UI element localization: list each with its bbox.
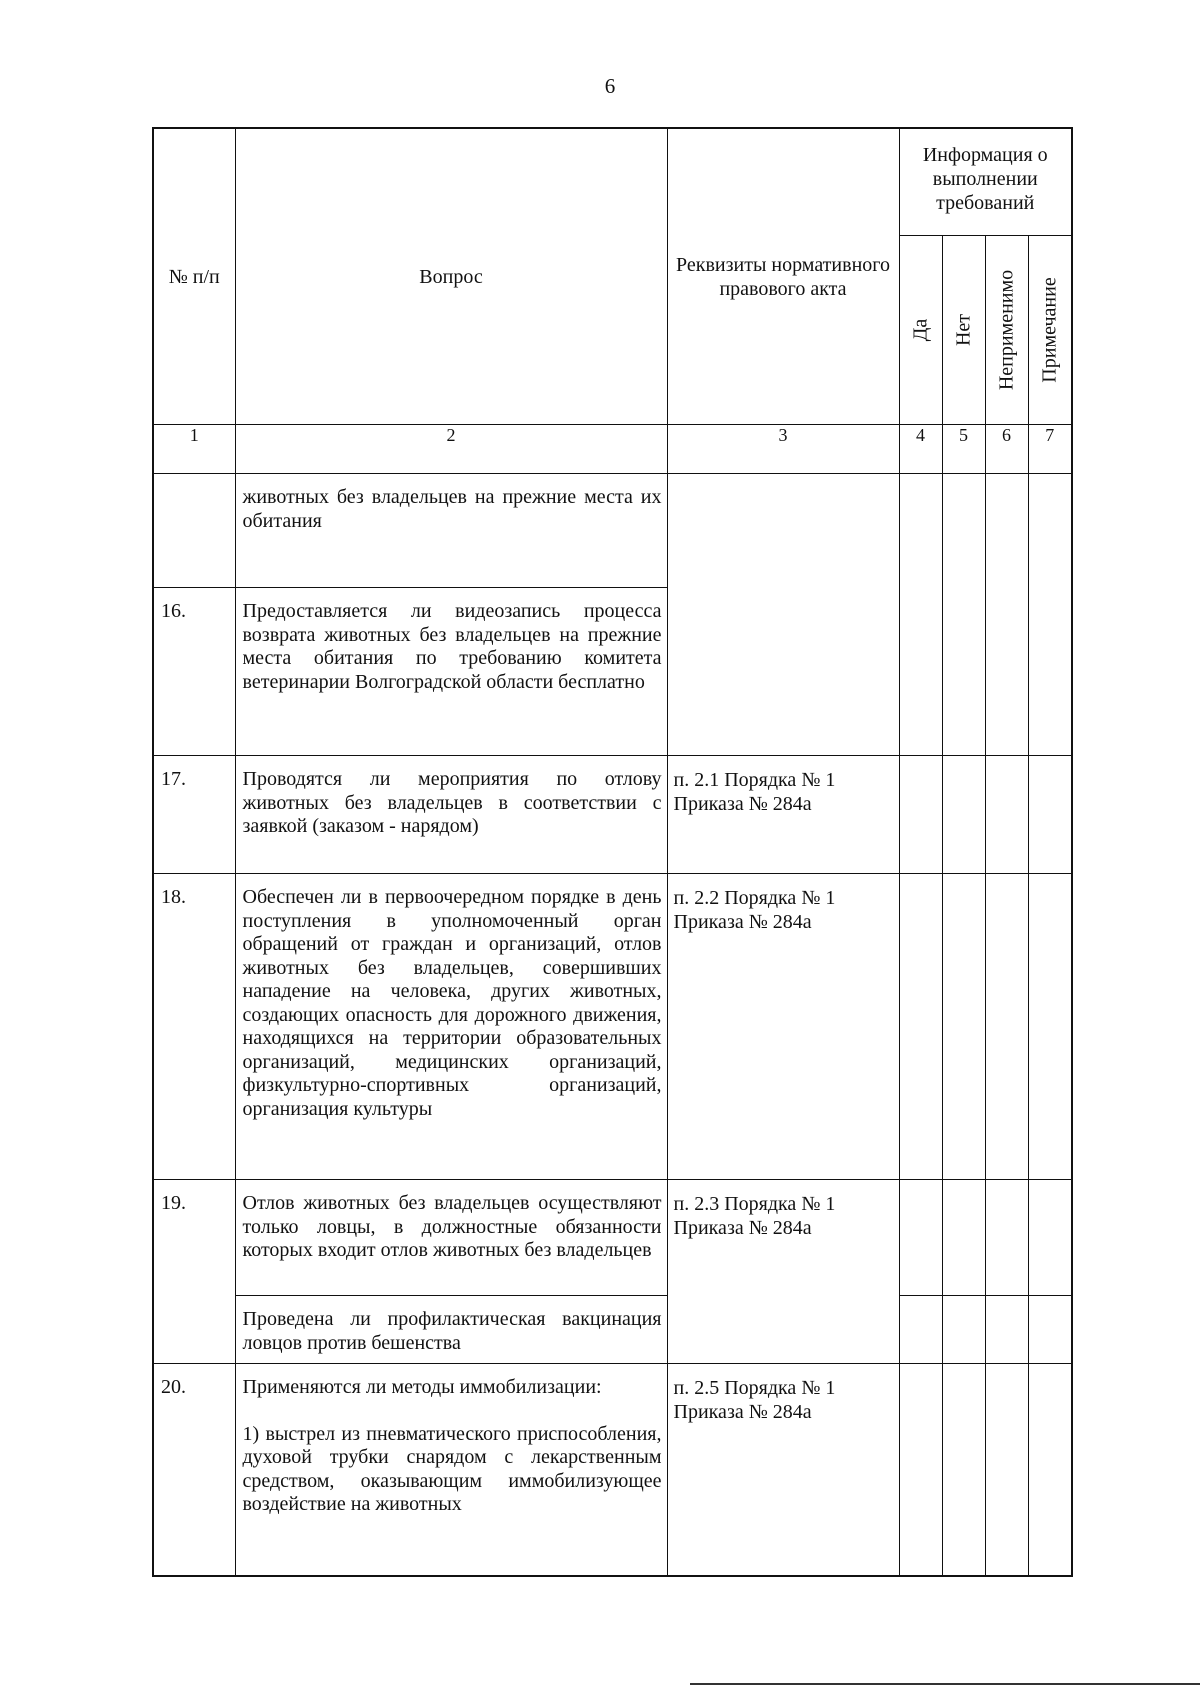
table-row	[153, 874, 1072, 1180]
header-yes-label: Да	[909, 318, 931, 342]
check-cell-na[interactable]	[985, 474, 1028, 756]
row-number: 18.	[153, 874, 235, 1180]
column-number: 4	[899, 425, 942, 474]
check-cell-yes[interactable]	[899, 874, 942, 1180]
row-question: животных без владельцев на прежние места их обитания	[235, 474, 667, 588]
row-question: Проводятся ли мероприятия по отлову животных без владельцев в соответствии с заявкой (заказом - нарядом)	[235, 756, 667, 874]
check-cell-na[interactable]	[985, 1296, 1028, 1364]
table-row	[153, 1364, 1072, 1576]
check-cell-yes[interactable]	[899, 756, 942, 874]
column-number: 2	[235, 425, 667, 474]
note-cell[interactable]	[1028, 1180, 1072, 1296]
column-number: 3	[667, 425, 899, 474]
note-cell[interactable]	[1028, 1296, 1072, 1364]
header-no-label: Нет	[952, 313, 974, 347]
row-number: 16.	[153, 588, 235, 756]
row-number	[153, 474, 235, 588]
check-cell-no[interactable]	[942, 756, 985, 874]
check-cell-na[interactable]	[985, 756, 1028, 874]
check-cell-yes[interactable]	[899, 1180, 942, 1296]
column-numbers-row	[153, 425, 1072, 474]
row-number: 19.	[153, 1180, 235, 1364]
header-info: Информация о выполнении требований	[899, 128, 1072, 236]
row-requisite: п. 2.5 Порядка № 1 Приказа № 284а	[667, 1364, 899, 1576]
row-number: 17.	[153, 756, 235, 874]
row-question: Отлов животных без владельцев осуществляют только ловцы, в должностные обязанности которых входит отлов животных без владельцев	[235, 1180, 667, 1296]
header-question: Вопрос	[235, 128, 667, 425]
table-row	[153, 1180, 1072, 1296]
column-number: 1	[153, 425, 235, 474]
note-cell[interactable]	[1028, 1364, 1072, 1576]
scan-edge-line	[690, 1683, 1200, 1685]
header-requisites: Реквизиты нормативного правового акта	[667, 128, 899, 425]
checklist-table	[152, 127, 1073, 1577]
header-row	[153, 128, 1072, 236]
header-num: № п/п	[153, 128, 235, 425]
check-cell-na[interactable]	[985, 1180, 1028, 1296]
header-na	[985, 236, 1028, 425]
row-requisite	[667, 474, 899, 756]
row-question-item: 1) выстрел из пневматического приспособления, духовой трубки снарядом с лекарственным средством, оказывающим иммобилизующее воздействие на животных	[242, 1422, 662, 1515]
row-question: Применяются ли методы иммобилизации:	[242, 1376, 602, 1398]
header-no	[942, 236, 985, 425]
table-row	[153, 756, 1072, 874]
column-number: 7	[1028, 425, 1072, 474]
check-cell-yes[interactable]	[899, 474, 942, 756]
row-requisite: п. 2.2 Порядка № 1 Приказа № 284а	[667, 874, 899, 1180]
row-question: Проведена ли профилактическая вакцинация ловцов против бешенства	[235, 1296, 667, 1364]
row-question: Обеспечен ли в первоочередном порядке в день поступления в уполномоченный орган обращений от граждан и организаций, отлов животных без владельцев, совершивших нападение на человека, других животных, создающих опасность для дорожного движения, находящихся на территории образовательных организаций, медицинских организаций, физкультурно-спортивных организаций, организация культуры	[235, 874, 667, 1180]
page-number: 6	[604, 74, 616, 98]
row-requisite: п. 2.1 Порядка № 1 Приказа № 284а	[667, 756, 899, 874]
check-cell-no[interactable]	[942, 1296, 985, 1364]
check-cell-no[interactable]	[942, 1180, 985, 1296]
check-cell-yes[interactable]	[899, 1296, 942, 1364]
header-note	[1028, 236, 1072, 425]
check-cell-na[interactable]	[985, 1364, 1028, 1576]
check-cell-no[interactable]	[942, 1364, 985, 1576]
check-cell-na[interactable]	[985, 874, 1028, 1180]
column-number: 5	[942, 425, 985, 474]
row-question: Предоставляется ли видеозапись процесса возврата животных без владельцев на прежние места обитания по требованию комитета ветеринарии Волгоградской области бесплатно	[235, 588, 667, 756]
note-cell[interactable]	[1028, 756, 1072, 874]
header-note-label: Примечание	[1038, 277, 1061, 383]
table-row	[153, 474, 1072, 588]
column-number: 6	[985, 425, 1028, 474]
row-question-group	[235, 1364, 667, 1576]
header-yes	[899, 236, 942, 425]
row-requisite: п. 2.3 Порядка № 1 Приказа № 284а	[667, 1180, 899, 1364]
check-cell-no[interactable]	[942, 474, 985, 756]
row-number: 20.	[153, 1364, 235, 1576]
header-na-label: Неприменимо	[995, 269, 1017, 391]
table-row	[153, 1296, 1072, 1364]
note-cell[interactable]	[1028, 874, 1072, 1180]
check-cell-yes[interactable]	[899, 1364, 942, 1576]
note-cell[interactable]	[1028, 474, 1072, 756]
check-cell-no[interactable]	[942, 874, 985, 1180]
